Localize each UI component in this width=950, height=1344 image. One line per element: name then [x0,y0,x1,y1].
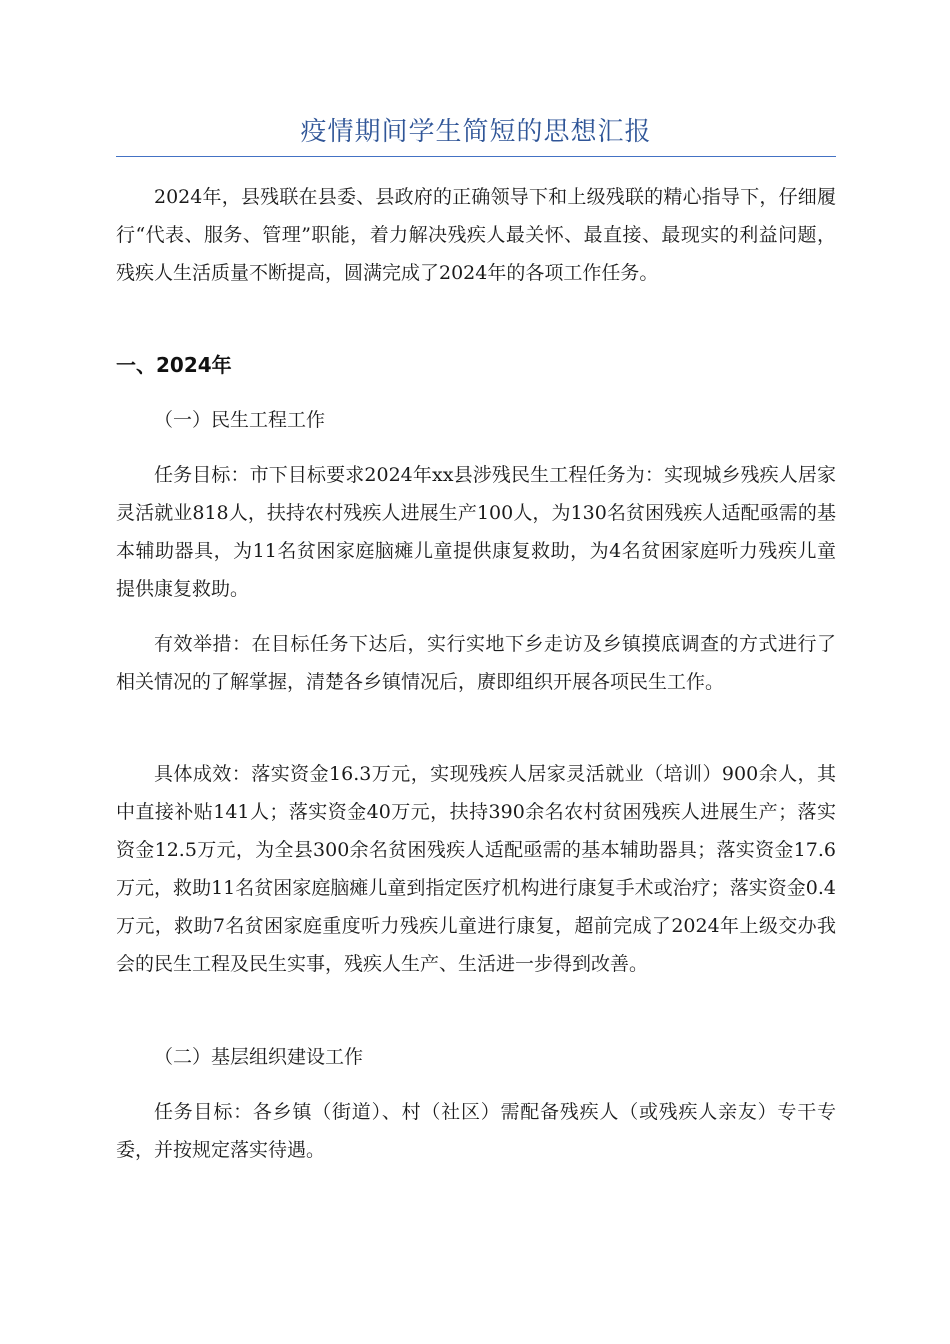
section-heading: 一、2024年 [116,353,232,377]
document-title: 疫情期间学生简短的思想汇报 [300,117,652,147]
task-goal-paragraph: 任务目标：市下目标要求2024年xx县涉残民生工程任务为：实现城乡残疾人居家灵活就业818人，扶持农村残疾人进展生产100人，为130名贫困残疾人适配亟需的基本辅助器具，为11名贫困家庭脑瘫儿童提供康复救助，为4名贫困家庭听力残疾儿童提供康复救助。 [116,464,836,600]
subsection-heading-livelihood: （一）民生工程工作 [154,409,326,431]
organization-goal-paragraph: 任务目标：各乡镇（街道）、村（社区）需配备残疾人（或残疾人亲友）专干专委，并按规定落实待遇。 [116,1101,836,1161]
measures-paragraph: 有效举措：在目标任务下达后，实行实地下乡走访及乡镇摸底调查的方式进行了相关情况的了解掌握，清楚各乡镇情况后，赓即组织开展各项民生工作。 [116,633,836,693]
results-paragraph: 具体成效：落实资金16.3万元，实现残疾人居家灵活就业（培训）900余人，其中直接补贴141人；落实资金40万元，扶持390余名农村贫困残疾人进展生产；落实资金12.5万元，为全县300余名贫困残疾人适配亟需的基本辅助器具；落实资金17.6万元，救助11名贫困家庭脑瘫儿童到指定医疗机构进行康复手术或治疗；落实资金0.4万元，救助7名贫困家庭重度听力残疾儿童进行康复，超前完成了2024年上级交办我会的民生工程及民生实事，残疾人生产、生活进一步得到改善。 [116,763,836,975]
subsection-heading-organization: （二）基层组织建设工作 [154,1046,364,1068]
title-block [116,112,836,157]
intro-paragraph: 2024年，县残联在县委、县政府的正确领导下和上级残联的精心指导下，仔细履行“代表、服务、管理”职能，着力解决残疾人最关怀、最直接、最现实的利益问题，残疾人生活质量不断提高，圆满完成了2024年的各项工作任务。 [116,186,836,284]
